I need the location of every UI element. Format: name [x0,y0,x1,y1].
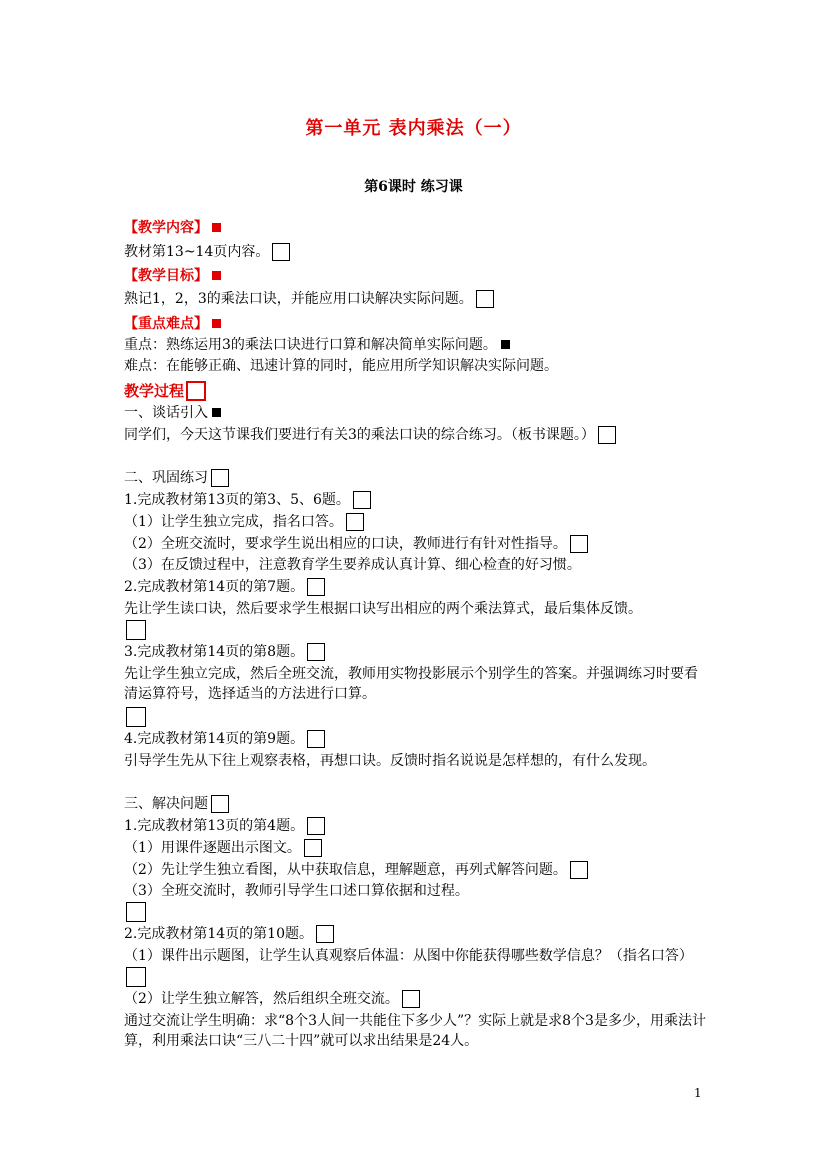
checkbox-square-icon [211,469,229,487]
checkbox-square-icon [570,535,588,553]
red-square-marker [212,319,221,328]
key-point-text: 重点：熟练运用3的乘法口诀进行口算和解决简单实际问题。 [124,335,510,355]
checkbox-square-icon [304,839,322,857]
checkbox-square-icon [272,243,290,261]
checkbox-square-icon [598,426,616,444]
part-two-heading: 二、巩固练习 [124,468,229,488]
section-heading-goals: 【教学目标】 [124,266,221,286]
checkbox-square-icon [126,620,146,640]
problem-2-step-2: （2）让学生独立解答，然后组织全班交流。 [124,989,420,1009]
part-one-heading: 一、谈话引入 [124,403,221,423]
checkbox-square-icon [126,967,146,987]
section-heading-key-points: 【重点难点】 [124,314,221,334]
difficulty-text: 难点：在能够正确、迅速计算的同时，能应用所学知识解决实际问题。 [124,358,558,374]
checkbox-square-icon [211,795,229,813]
checkbox-square-icon [353,491,371,509]
part-three-heading: 三、解决问题 [124,794,229,814]
exercise-1-text: 1.完成教材第13页的第3、5、6题。 [124,490,371,510]
page-number: 1 [694,1086,702,1100]
checkbox-square-icon [126,707,146,727]
exercise-3-detail: 先让学生独立完成，然后全班交流，教师用实物投影展示个别学生的答案。并强调练习时要看清运算符号，选择适当的方法进行口算。 [124,666,698,702]
checkbox-square-icon [307,578,325,596]
problem-1-step-3: （3）全班交流时，教师引导学生口述口算依据和过程。 [124,883,469,899]
problem-1-text: 1.完成教材第13页的第4题。 [124,816,325,836]
exercise-1-step-3: （3）在反馈过程中，注意教育学生要养成认真计算、细心检查的好习惯。 [124,557,581,573]
black-square-marker [212,408,221,417]
red-square-marker [212,223,221,232]
checkbox-square-icon [307,817,325,835]
checkbox-square-icon [570,861,588,879]
problem-1-step-2: （2）先让学生独立看图，从中获取信息，理解题意，再列式解答问题。 [124,860,588,880]
document-title: 第一单元 表内乘法（一） [305,118,522,139]
content-text: 教材第13~14页内容。 [124,242,290,262]
exercise-2-text: 2.完成教材第14页的第7题。 [124,577,325,597]
section-heading-process: 教学过程 [124,381,206,401]
exercise-4-text: 4.完成教材第14页的第9题。 [124,729,325,749]
exercise-1-step-2: （2）全班交流时，要求学生说出相应的口诀，教师进行有针对性指导。 [124,534,588,554]
goals-text: 熟记1，2，3的乘法口诀，并能应用口诀解决实际问题。 [124,289,494,309]
problem-2-text: 2.完成教材第14页的第10题。 [124,924,334,944]
checkbox-square-icon [346,513,364,531]
red-square-outline-icon [186,381,206,401]
exercise-2-detail: 先让学生读口诀，然后要求学生根据口诀写出相应的两个乘法算式，最后集体反馈。 [124,601,642,617]
exercise-3-text: 3.完成教材第14页的第8题。 [124,642,325,662]
checkbox-square-icon [307,643,325,661]
lesson-subtitle: 第6课时 练习课 [364,179,463,195]
checkbox-square-icon [476,290,494,308]
checkbox-square-icon [316,925,334,943]
exercise-4-detail: 引导学生先从下往上观察表格，再想口诀。反馈时指名说说是怎样想的，有什么发现。 [124,753,656,769]
black-square-marker [501,340,510,349]
red-square-marker [212,271,221,280]
problem-2-step-1: （1）课件出示题图，让学生认真观察后体温：从图中你能获得哪些数学信息？（指名口答） [124,948,693,964]
section-heading-content: 【教学内容】 [124,218,221,238]
checkbox-square-icon [126,902,146,922]
problem-2-conclusion: 通过交流让学生明确：求“8个3人间一共能住下多少人”？实际上就是求8个3是多少，用乘法计算，利用乘法口诀“三八二十四”就可以求出结果是24人。 [124,1013,706,1049]
checkbox-square-icon [402,990,420,1008]
intro-text: 同学们，今天这节课我们要进行有关3的乘法口诀的综合练习。（板书课题。） [124,425,616,445]
problem-1-step-1: （1）用课件逐题出示图文。 [124,838,322,858]
checkbox-square-icon [307,730,325,748]
exercise-1-step-1: （1）让学生独立完成，指名口答。 [124,512,364,532]
